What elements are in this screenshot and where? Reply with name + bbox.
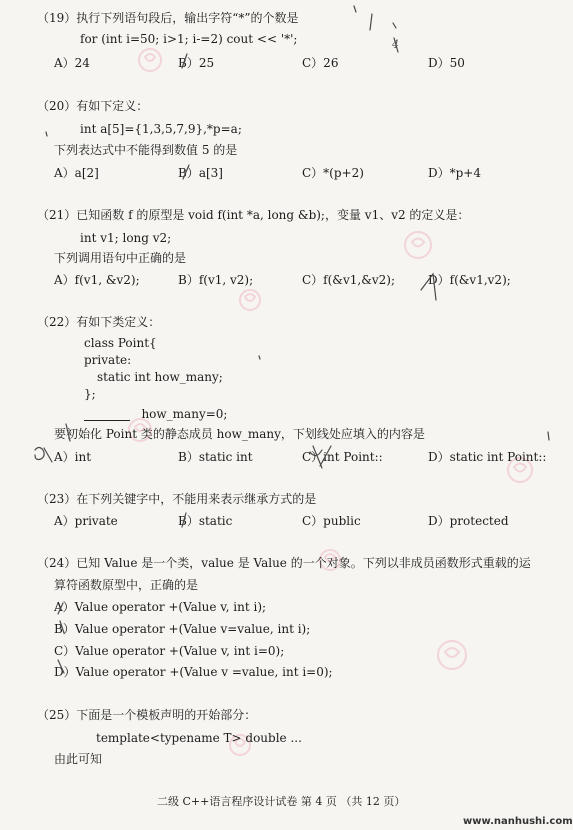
q21-stem: （21）已知函数 f 的原型是 void f(int *a, long &b);，变量 v1、v2 的定义是： <box>37 208 470 222</box>
watermark-logo <box>438 641 466 669</box>
q22-code-private: private: <box>84 353 132 367</box>
q20-option-a: A）a[2] <box>54 166 99 180</box>
page-footer: 二级 C++语言程序设计试卷 第 4 页 （共 12 页） <box>157 795 406 808</box>
q23-option-a: A）private <box>54 514 118 528</box>
watermark-logo <box>240 290 260 310</box>
q22-code-class: class Point{ <box>84 336 157 350</box>
q25-stem: （25）下面是一个模板声明的开始部分： <box>37 708 257 722</box>
q20-option-d: D）*p+4 <box>428 166 481 180</box>
fill-in-blank <box>84 410 130 421</box>
q19-option-a: A）24 <box>54 56 90 70</box>
q24-stem-cont: 算符函数原型中，正确的是 <box>54 578 199 592</box>
q21-option-d: D）f(&v1,v2); <box>428 273 511 287</box>
watermark-logo <box>139 49 161 71</box>
q22-code-static: static int how_many; <box>97 370 223 384</box>
q21-option-b: B）f(v1, v2); <box>178 273 254 287</box>
q21-option-a: A）f(v1, &v2); <box>54 273 140 287</box>
q22-option-d: D）static int Point:: <box>428 450 547 464</box>
check-mark <box>35 448 52 463</box>
q22-code-close: }; <box>84 387 96 401</box>
q24-stem: （24）已知 Value 是一个类，value 是 Value 的一个对象。下列以非成员函数形式重载的运 <box>37 556 531 570</box>
q20-question: 下列表达式中不能得到数值 5 的是 <box>54 143 238 157</box>
tick-mark <box>370 14 372 30</box>
tick-mark <box>354 6 356 12</box>
q19-option-d: D）50 <box>428 56 465 70</box>
q23-option-d: D）protected <box>428 514 509 528</box>
tick-mark <box>46 132 47 136</box>
q20-option-c: C）*(p+2) <box>302 166 364 180</box>
q21-code: int v1; long v2; <box>80 231 172 245</box>
q25-question: 由此可知 <box>54 752 103 766</box>
q22-question: 要初始化 Point 类的静态成员 how_many，下划线处应填入的内容是 <box>54 427 425 441</box>
q23-stem: （23）在下列关键字中，不能用来表示继承方式的是 <box>37 492 317 506</box>
q19-option-c: C）26 <box>302 56 339 70</box>
tick-mark <box>548 432 549 440</box>
q24-option-a: A）Value operator +(Value v, int i); <box>54 600 267 614</box>
q24-option-d: D）Value operator +(Value v =value, int i=0); <box>54 665 333 679</box>
q22-option-b: B）static int <box>178 450 253 464</box>
q22-option-a: A）int <box>54 450 92 464</box>
q23-option-b: B）static <box>178 514 233 528</box>
q19-code: for (int i=50; i>1; i-=2) cout << '*'; <box>80 32 298 46</box>
tick-mark <box>259 356 260 359</box>
q21-question: 下列调用语句中正确的是 <box>54 251 187 265</box>
q24-option-b: B）Value operator +(Value v=value, int i); <box>54 622 311 636</box>
handwritten-digit: 4 <box>392 38 399 51</box>
q22-option-c: C）int Point:: <box>302 450 383 464</box>
q21-option-c: C）f(&v1,&v2); <box>302 273 396 287</box>
q25-code: template<typename T> double ... <box>96 731 302 745</box>
website-watermark: www.nanhushi.com <box>463 816 573 827</box>
q22-stem: （22）有如下类定义： <box>37 315 161 329</box>
tick-mark <box>393 23 396 28</box>
tick-mark <box>394 38 398 52</box>
watermark-logo <box>405 232 431 258</box>
q24-option-c: C）Value operator +(Value v, int i=0); <box>54 644 285 658</box>
q19-stem: （19）执行下列语句段后，输出字符“*”的个数是 <box>37 11 299 25</box>
q20-stem: （20）有如下定义： <box>37 99 149 113</box>
q20-option-b: B）a[3] <box>178 166 223 180</box>
q22-code-init: how_many=0; <box>84 407 227 421</box>
q23-option-c: C）public <box>302 514 361 528</box>
q20-code: int a[5]={1,3,5,7,9},*p=a; <box>80 122 242 136</box>
q19-option-b: B）25 <box>178 56 215 70</box>
